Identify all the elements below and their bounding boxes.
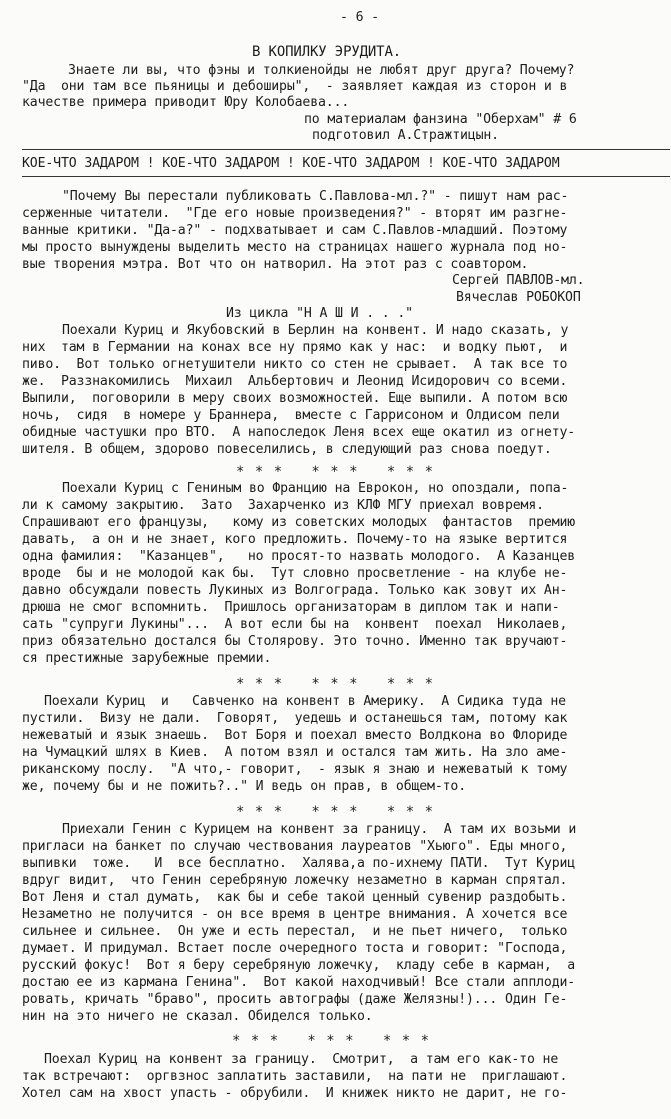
- text-line: сать "супруги Лукины"... А вот если бы на конвент поехал Николаев,: [22, 617, 568, 632]
- text-line: дрюша не смог вспомнить. Пришлось организаторам в диплом так и напи-: [22, 600, 560, 615]
- text-line: ли к самому закрытию. Зато Захарченко из КЛФ МГУ приехал вовремя.: [22, 498, 544, 513]
- text-line: Спрашивают его французы, кому из советских молодых фантастов премию: [22, 515, 576, 530]
- text-line: вдруг видит, что Генин серебряную ложечку незаметно в карман спрятал.: [22, 873, 568, 888]
- text-line: сильнее и сильнее. Он уже и есть перестал, и не пьет ничего, только: [22, 924, 568, 939]
- text-line: обидные частушки про ВТО. А напоследок Леня всех еще окатил из огнету-: [22, 425, 576, 440]
- text-line: Поехали Куриц с Гениным во Францию на Еврокон, но опоздали, попа-: [62, 481, 569, 496]
- section-separator: * * * * * * * * *: [232, 1033, 431, 1049]
- text-line: мы просто вынуждены выделить место на страницах нашего журнала под но-: [22, 240, 568, 255]
- author: Вячеслав РОБОКОП: [456, 290, 581, 305]
- text-line: вроде бы и не молодой как бы. Тут словно просветление - на клубе не-: [22, 566, 568, 581]
- author: Сергей ПАВЛОВ-мл.: [452, 273, 585, 288]
- text-line: по материалам фанзина "Оберхам" # 6: [304, 112, 577, 127]
- cycle-title: Из цикла "Н А Ш И . . .": [226, 306, 413, 321]
- text-line: ровать, кричать "браво", просить автографы (даже Желязны!)... Один Ге-: [22, 992, 568, 1007]
- text-line: так встречают: оргвзнос заплатить заставили, на пати не приглашают.: [22, 1069, 568, 1084]
- text-line: давно обсуждали повесть Лукиных из Волгограда. Только как зовут их Ан-: [22, 583, 568, 598]
- divider: [22, 149, 670, 150]
- text-line: подготовил А.Стражтицын.: [312, 128, 499, 143]
- text-line: думает. И придумал. Встает после очередного тоста и говорит: "Господа,: [22, 941, 568, 956]
- text-line: пустили. Визу не дали. Говорят, уедешь и останешься там, потому как: [22, 711, 568, 726]
- text-line: Поехали Куриц и Якубовский в Берлин на конвент. И надо сказать, у: [62, 323, 569, 338]
- text-line: риканскому послу. "А что,- говорит, - язык я знаю и нежеватый к тому: [22, 762, 568, 777]
- text-line: шителя. В общем, здорово повеселились, в следующий раз снова поедут.: [22, 442, 552, 457]
- text-line: выпивки тоже. И все бесплатно. Халява,а по-ихнему ПАТИ. Тут Куриц: [22, 856, 576, 871]
- section-separator: * * * * * * * * *: [236, 676, 435, 692]
- text-line: Приехали Генин с Курицем на конвент за границу. А там их возьми и: [62, 822, 577, 837]
- section-separator: * * * * * * * * *: [236, 464, 435, 480]
- text-line: давать, а он и не знает, кого предложить. Почему-то на языке вертится: [22, 532, 568, 547]
- text-line: Незаметно не получится - он все время в центре внимания. А хочется все: [22, 907, 568, 922]
- section-title: В КОПИЛКУ ЭРУДИТА.: [252, 44, 402, 60]
- text-line: нин на это ничего не сказал. Обиделся только.: [22, 1009, 373, 1024]
- text-line: вые творения мэтра. Вот что он натворил. На этот раз с соавтором.: [22, 257, 529, 272]
- text-line: качестве примера приводит Юру Колобаева...: [22, 95, 350, 110]
- text-line: пиво. Вот только огнетушители никто со стен не срывает. А так все то: [22, 357, 568, 372]
- text-line: на Чумацкий шлях в Киев. А потом взял и остался там жить. На зло аме-: [22, 745, 568, 760]
- text-line: Выпили, поговорили в меру своих возможностей. Еще выпили. А потом всю: [22, 391, 568, 406]
- text-line: нежеватый и язык знаешь. Вот Боря и поехал вместо Волдкона во Флориде: [22, 728, 568, 743]
- text-line: ночь, сидя в номере у Браннера, вместе с Гаррисоном и Олдисом пели: [22, 408, 560, 423]
- text-line: "Да они там все пьяницы и дебоширы", - заявляет каждая из сторон и в: [22, 79, 568, 94]
- text-line: серженные читатели. "Где его новые произведения?" - вторят им разгне-: [22, 206, 568, 221]
- text-line: приз обязательно достался бы Столярову. Это точно. Именно так вручают-: [22, 634, 568, 649]
- section-separator: * * * * * * * * *: [236, 804, 435, 820]
- text-line: ванные критики. "Да-а?" - подхватывает и сам С.Павлов-младший. Поэтому: [22, 223, 568, 238]
- text-line: них там в Германии на конах все ну прямо как у нас: и водку пьют, и: [22, 340, 568, 355]
- text-line: достаю ее из кармана Генина". Вот какой находчивый! Все стали апплоди-: [22, 975, 576, 990]
- banner: КОЕ-ЧТО ЗАДАРОМ ! КОЕ-ЧТО ЗАДАРОМ ! КОЕ-ЧТО ЗАДАРОМ ! КОЕ-ЧТО ЗАДАРОМ: [22, 156, 560, 171]
- text-line: пригласи на банкет по случаю чествования лауреатов "Хьюго". Еды много,: [22, 839, 568, 854]
- page-number: - 6 -: [340, 10, 379, 25]
- text-line: Знаете ли вы, что фэны и толкиенойды не любят друг друга? Почему?: [68, 63, 575, 78]
- text-line: Хотел сам на хвост упасть - обрубили. И книжек никто не дарит, не го-: [22, 1086, 568, 1101]
- text-line: Поехал Куриц на конвент за границу. Смотрит, а там его как-то не: [44, 1052, 559, 1067]
- text-line: Вот Леня и стал думать, как бы и себе такой ценный сувенир раздобыть.: [22, 890, 568, 905]
- text-line: Поехали Куриц и Савченко на конвент в Америку. А Сидика туда не: [44, 694, 566, 709]
- text-line: одна фамилия: "Казанцев", но просят-то назвать молодого. А Казанцев: [22, 549, 576, 564]
- text-line: ся престижные зарубежные премии.: [22, 651, 272, 666]
- divider: [22, 176, 670, 177]
- text-line: же, почему бы и не пожить?.." И ведь он прав, в общем-то.: [22, 779, 467, 794]
- text-line: русский фокус! Вот я беру серебряную ложечку, кладу себе в карман, а: [22, 958, 576, 973]
- text-line: же. Раззнакомились Михаил Альбертович и Леонид Исидорович со всеми.: [22, 374, 568, 389]
- text-line: "Почему Вы перестали публиковать С.Павлова-мл.?" - пишут нам рас-: [62, 189, 569, 204]
